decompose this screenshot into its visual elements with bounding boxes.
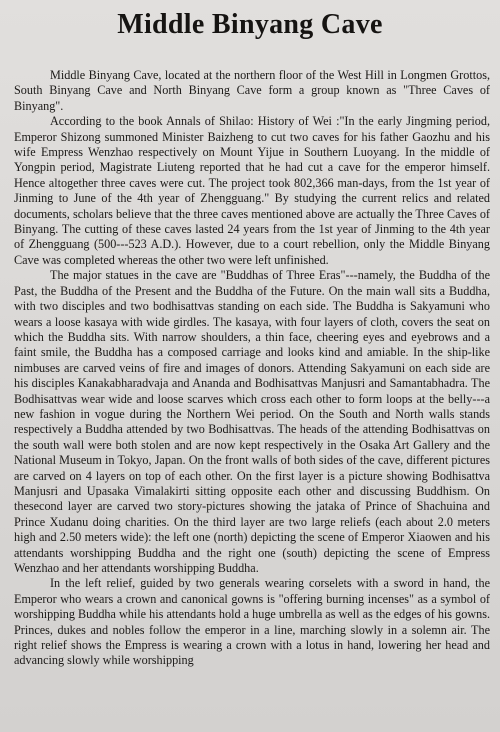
page-title: Middle Binyang Cave	[117, 9, 383, 40]
paragraph-intro: Middle Binyang Cave, located at the northern floor of the West Hill in Longmen Grottos, South Binyang Cave and North Binyang Cave form a group known as "Three Caves of Binyang".	[14, 68, 490, 113]
paragraph-history: According to the book Annals of Shilao: History of Wei :"In the early Jingming period, Emperor Shizong summoned Minister Baizheng to cut two caves for his father Gaozhu and his wife Empress Wenzhao respectively on Mount Yijue in Southern Luoyang. In the middle of Yongpin period, Magistrate Liuteng reported that he had cut a cave for the emperor himself. Hence altogether three caves were cut. The project took 802,366 man-days, from the 1st year of Jinming to June of the 4th year of Zhengguang." By studying the current relics and related documents, scholars believe that the three caves mentioned above are actually the Three Caves of Binyang. The cutting of these caves lasted 24 years from the 1st year of Jinming to the 4th year of Zhengguang (500---523 A.D.). However, due to a court rebellion, only the Middle Binyang Cave was completed whereas the other two were left unfinished.	[14, 114, 490, 267]
article-body	[14, 68, 490, 669]
paragraph-statues: The major statues in the cave are "Buddhas of Three Eras"---namely, the Buddha of the Past, the Buddha of the Present and the Buddha of the Future. On the main wall sits a Buddha, with two disciples and two bodhisattvas standing on each side. The Buddha is Sakyamuni who wears a loose kasaya with wide girdles. The kasaya, with four layers of cloth, covers the seat on which the Buddha sits. With narrow shoulders, a thin face, cheering eyes and eyebrows and a faint smile, the Buddha has a composed carriage and looks kind and amiable. In the ship-like nimbuses are carved veins of fire and images of donors. Attending Sakyamuni on each side are his disciples Kanakabharadvaja and Ananda and Bodhisattvas Manjusri and Samantabhadra. The Bodhisattvas wear wide and loose scarves which cross each other to form loops at the belly---a new fashion in vogue during the Northern Wei period. On the South and North walls stands respectively a Buddha attended by two Bodhisattvas. The heads of the attending Bodhisattvas on the south wall were both stolen and are now kept respectively in the Osaka Art Gallery and the National Museum in Tokyo, Japan. On the front walls of both sides of the cave, different pictures are carved on 4 layers on top of each other. On the first layer is a picture showing Bodhisattva Manjusri and Upasaka Vimalakirti sitting opposite each other and discussing Buddhism. On thesecond layer are carved two story-pictures showing the jataka of Prince of Shachuina and Prince Xudanu doing charities. On the third layer are two large reliefs (each about 2.0 meters high and 2.50 meters wide): the left one (north) depicting the scene of Emperor Xiaowen and his attendants worshipping Buddha and the right one (south) depicting the scene of Empress Wenzhao and her attendants worshipping Buddha.	[14, 268, 490, 575]
paragraph-reliefs: In the left relief, guided by two generals wearing corselets with a sword in hand, the Emperor who wears a crown and canonical gowns is "offering burning incenses" as a symbol of worshipping Buddha while his attendants hold a huge umbrella as well as the edges of his gowns. Princes, dukes and nobles follow the emperor in a line, marching slowly in a solemn air. The right relief shows the Empress is wearing a crown with a lotus in hand, lowering her head and advancing slowly while worshipping	[14, 576, 490, 668]
